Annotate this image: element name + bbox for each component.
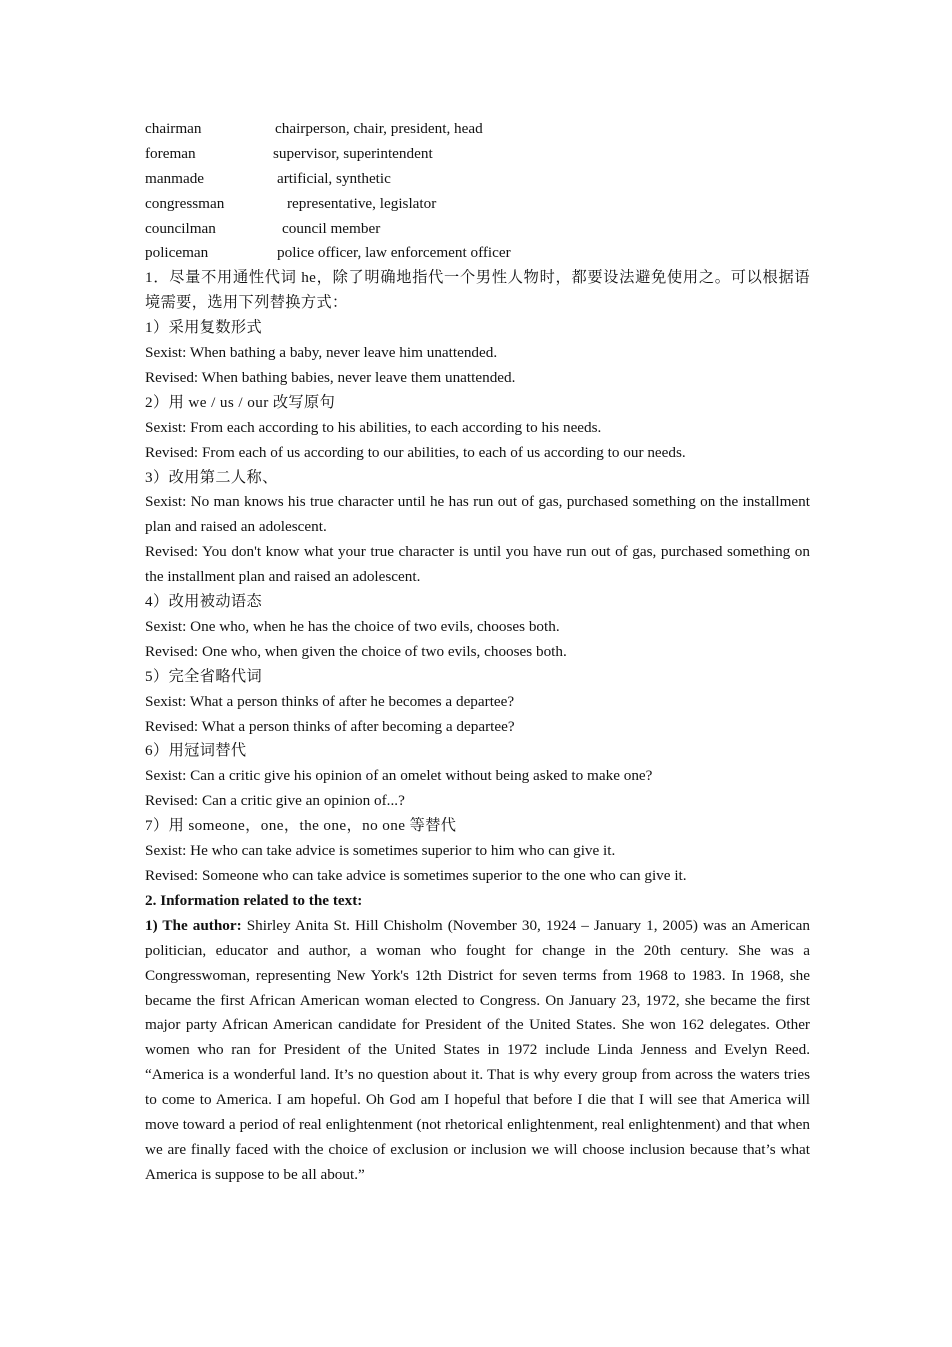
method-heading: 7）用 someone，one，the one，no one 等替代: [145, 817, 457, 835]
author-label: 1) The author:: [145, 916, 242, 934]
method-heading: 1）采用复数形式: [145, 319, 263, 337]
sexist-example: Sexist: What a person thinks of after he becomes a departee?: [145, 692, 515, 710]
revised-example: Revised: Can a critic give an opinion of...?: [145, 792, 405, 810]
sexist-example: Sexist: From each according to his abilities, to each according to his needs.: [145, 418, 602, 436]
method-6: [145, 739, 810, 814]
revised-example: Revised: Someone who can take advice is sometimes superior to the one who can give it.: [145, 866, 687, 884]
sexist-example: Sexist: When bathing a baby, never leave him unattended.: [145, 344, 498, 362]
revised-example: Revised: One who, when given the choice of two evils, chooses both.: [145, 642, 567, 660]
neutral-alternatives: police officer, law enforcement officer: [277, 244, 511, 262]
word-pair: [145, 241, 810, 266]
sexist-term: foreman: [145, 144, 196, 162]
word-pair: [145, 192, 810, 217]
method-1: [145, 316, 810, 391]
revised-example: Revised: When bathing babies, never leave them unattended.: [145, 368, 516, 386]
method-7: [145, 814, 810, 889]
method-heading: 6）用冠词替代: [145, 742, 247, 760]
author-bio-text: Shirley Anita St. Hill Chisholm (November 30, 1924 – January 1, 2005) was an American politician, educator and author, a woman who fought for change in the 20th century. She was a Congresswoman, representing New York's 12th District for seven terms from 1968 to 1983. In 1968, she became the first African American woman elected to Congress. On January 23, 1972, she became the first major party African American candidate for President of the United States. She won 162 delegates. Other women who ran for President of the United States in 1972 include Linda Jenness and Evelyn Reed. “America is a wonderful land. It’s no question about it. That is why every group from across the waters tries to come to America. I am hopeful. Oh God am I hopeful that before I die that I will see that America will move toward a period of real enlightenment (not rhetorical enlightenment, real enlightenment) and that when we are finally faced with the choice of exclusion or inclusion we will choose inclusion because that’s what America is suppose to be all about.”: [145, 916, 810, 1183]
sexist-term: chairman: [145, 120, 202, 137]
neutral-alternatives: chairperson, chair, president, head: [275, 120, 483, 137]
sexist-example: Sexist: He who can take advice is sometimes superior to him who can give it.: [145, 842, 616, 860]
sexist-term: policeman: [145, 244, 209, 262]
method-5: [145, 665, 810, 740]
word-pair: [145, 217, 810, 242]
word-pair: [145, 167, 810, 192]
method-3: [145, 466, 810, 591]
method-heading: 2）用 we / us / our 改写原句: [145, 393, 336, 411]
neutral-alternatives: artificial, synthetic: [277, 169, 391, 187]
section-heading: 2. Information related to the text:: [145, 891, 363, 909]
sexist-term: councilman: [145, 219, 216, 237]
word-pair: [145, 117, 810, 142]
method-2: [145, 391, 810, 466]
sexist-example: Sexist: No man knows his true character until he has run out of gas, purchased something on the installment plan and raised an adolescent.: [145, 493, 810, 536]
method-heading: 3）改用第二人称、: [145, 468, 278, 486]
sexist-example: Sexist: Can a critic give his opinion of an omelet without being asked to make one?: [145, 767, 653, 785]
sexist-term: manmade: [145, 169, 205, 187]
word-pair-list: [145, 117, 810, 266]
method-4: [145, 590, 810, 665]
method-heading: 5）完全省略代词: [145, 667, 263, 685]
author-paragraph: [145, 914, 810, 1188]
rule-intro: 1．尽量不用通性代词 he，除了明确地指代一个男性人物时，都要设法避免使用之。可以根据语境需要，选用下列替换方式：: [145, 269, 810, 312]
neutral-alternatives: supervisor, superintendent: [273, 144, 433, 162]
word-pair: [145, 142, 810, 167]
method-heading: 4）改用被动语态: [145, 593, 263, 611]
document-page: [145, 117, 810, 1188]
neutral-alternatives: council member: [282, 219, 381, 237]
sexist-term: congressman: [145, 194, 225, 212]
revised-example: Revised: You don't know what your true character is until you have run out of gas, purchased something on the installment plan and raised an adolescent.: [145, 543, 810, 586]
sexist-example: Sexist: One who, when he has the choice of two evils, chooses both.: [145, 617, 560, 635]
neutral-alternatives: representative, legislator: [287, 194, 437, 212]
revised-example: Revised: From each of us according to our abilities, to each of us according to our needs.: [145, 443, 686, 461]
revised-example: Revised: What a person thinks of after becoming a departee?: [145, 717, 515, 735]
